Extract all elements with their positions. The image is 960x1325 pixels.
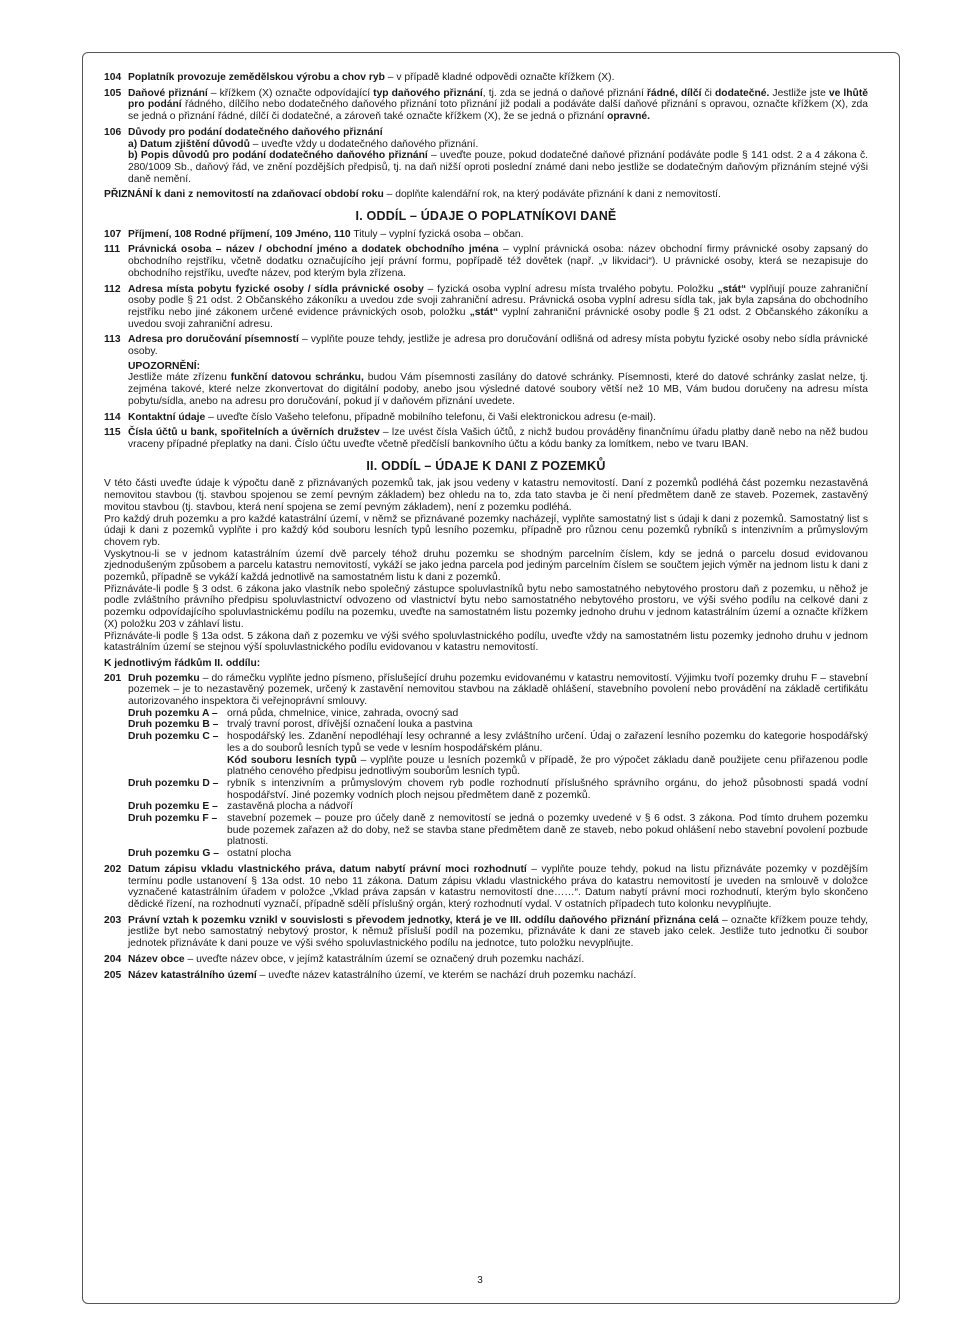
item-text-bold: ve lhůtě pro podání <box>128 87 868 111</box>
item-text: – do rámečku vyplňte jedno písmeno, příslušející druhu pozemku evidovanému v katastru nemovitostí. Výjimku tvoří pozemky druhu F – stavební pozemek – je to nezastavěný pozemek, určený k zastavění nemovitou stavbou na základě ohlášení, stavebního povolení nebo provádění na základě certifikátu autorizovaného inspektora či veřejnoprávní smlouvy. <box>128 672 868 708</box>
sub-label: a) Datum zjištění důvodů <box>128 138 250 150</box>
item-title: Adresa pro doručování písemností <box>128 334 299 346</box>
druh-pozemku-d <box>128 778 868 801</box>
item-number: 115 <box>104 427 121 439</box>
druh-label: Druh pozemku A – <box>128 707 218 719</box>
item-title: Kontaktní údaje <box>128 411 206 423</box>
item-114 <box>104 412 868 424</box>
druh-label: Druh pozemku C – <box>128 731 219 743</box>
priznani-rok <box>104 189 868 201</box>
item-title: Adresa místa pobytu fyzické osoby / sídla právnické osoby <box>128 283 424 295</box>
item-text: – v případě kladné odpovědi označte křížkem (X). <box>384 72 615 83</box>
kod-souboru <box>128 755 868 778</box>
druh-label: Druh pozemku D – <box>128 777 219 789</box>
item-text: – křížkem (X) označte odpovídající <box>207 87 374 99</box>
kod-text: – vyplňte pouze u lesních pozemků v případě, že pro výpočet základu daně použijete cenu přiřazenou podle platného cenového předpisu jednotlivým souborům lesních typů. <box>227 754 868 778</box>
druh-pozemku-c <box>128 731 868 754</box>
druh-label: Druh pozemku F – <box>128 813 218 825</box>
section-2-intro-5: Přiznáváte-li podle § 13a odst. 5 zákona daň z pozemku ve výši svého spoluvlastnického podílu, uveďte vždy na samostatném listu pozemky jednoho druhu v jednom katastrálním území se stejnou výší spoluvlastnického podílu evidovanou v katastru nemovitostí. <box>104 630 868 654</box>
item-text: – uveďte název obce, v jejímž katastrálním území se označený druh pozemku nachází. <box>184 953 585 965</box>
priznani-title: PŘIZNÁNÍ k dani z nemovitostí na zdaňovací období roku <box>104 189 384 201</box>
section-1-title: I. ODDÍL – ÚDAJE O POPLATNÍKOVI DANĚ <box>355 209 617 224</box>
druh-text: rybník s intenzivním a průmyslovým chovem ryb podle rozhodnutí příslušného správního orgánu, do jehož působnosti spadá vodní hospodářství. Jiné pozemky vodních ploch nejsou předmětem daně z pozemků. <box>227 777 868 801</box>
kod-title: Kód souboru lesních typů <box>227 754 357 766</box>
item-text-bold: „stát“ <box>717 283 747 295</box>
item-number: 106 <box>104 126 122 138</box>
item-113 <box>104 334 868 407</box>
item-title: Právní vztah k pozemku vznikl v souvislosti s převodem jednotky, která je ve III. oddílu daňového přiznání přiznána celá <box>128 914 719 926</box>
item-106-b <box>128 150 868 185</box>
priznani-text: – doplňte kalendářní rok, na který podáváte přiznání k dani z nemovitostí. <box>383 189 721 201</box>
item-title: Datum zápisu vkladu vlastnického práva, datum nabytí právní moci rozhodnutí <box>128 863 527 875</box>
item-111 <box>104 244 868 279</box>
item-text-bold: řádné, dílčí <box>646 87 702 99</box>
item-number: 112 <box>104 283 121 295</box>
item-text: – lze uvést čísla Vašich účtů, z nichž budou prováděny finančnímu úřadu platby daně nebo na něž budou vraceny případné přeplatky na dani. Číslo účtu uveďte včetně předčíslí bankovního účtu a kódu banky za lomítkem, nebo ve tvaru IBAN. <box>128 427 869 450</box>
druh-text: stavební pozemek – pouze pro účely daně z nemovitostí se jedná o pozemky uvedené v § 6 odst. 3 zákona. Pod tímto druhem pozemku bude pozemek zařazen až do doby, než se stavba stane předmětem daně ze staveb, nebo pokud ohlášení nebo stavební povolení pozbude platnosti. <box>227 813 868 848</box>
item-text: Jméno, <box>292 228 335 240</box>
item-number: 107 <box>104 228 122 240</box>
item-text: Jestliže jste <box>769 87 829 99</box>
item-number: 202 <box>104 863 122 875</box>
section-2-intro-4: Přiznáváte-li podle § 3 odst. 6 zákona jako vlastník nebo společný zástupce spoluvlastníků bytu nebo samostatného nebytového prostoru daň z pozemku, u něhož je podle zvláštního právního předpisu spoluvlastnictví odvozeno od vlastnictví bytu nebo samostatného nebytového prostoru, ve výši svého podílu na celkové dani z pozemku odpovídajícího spoluvlastnickému podílu na pozemku, uveďte na samostatném listu pozemky jednoho druhu v jednom katastrálním území a označte křížkem (X) položku 203 v záhlaví listu. <box>104 583 868 630</box>
item-number: 114 <box>104 411 121 423</box>
druh-label: Druh pozemku B – <box>128 719 219 731</box>
item-text: Tituly – vyplní fyzická osoba – občan. <box>350 228 524 240</box>
item-text: – vyplňte pouze tehdy, jestliže je adresa pro doručování odlišná od adresy místa pobytu fyzické osoby nebo sídla právnické osoby. <box>128 334 868 358</box>
item-106-a <box>128 139 868 151</box>
section-2-title: II. ODDÍL – ÚDAJE K DANI Z POZEMKŮ <box>366 458 606 473</box>
item-text-bold: dodatečné. <box>715 87 770 99</box>
item-text: – označte křížkem pouze tehdy, jestliže byt nebo samostatný nebytový prostor, k němuž přísluší podíl na pozemku, přiznáváte k dani ze staveb jako celek. Jestliže tuto jednotku či soubor jednotek přiznáváte k dani pouze ve výši svého spoluvlastnického podílu na jednotce, tuto položku nevyplňujte. <box>128 914 868 950</box>
item-text: – uveďte název katastrálního území, ve kterém se nachází druh pozemku nachází. <box>256 969 637 981</box>
item-112 <box>104 284 868 331</box>
item-202 <box>104 864 868 911</box>
page-number: 3 <box>477 1275 483 1286</box>
druh-text: trvalý travní porost, dřívější označení louka a pastvina <box>227 719 473 731</box>
item-text-bold: 110 <box>334 228 351 240</box>
item-title: Právnická osoba – název / obchodní jméno a dodatek obchodního jména <box>128 244 499 256</box>
druh-pozemku-a <box>128 708 868 720</box>
druh-text: orná půda, chmelnice, vinice, zahrada, ovocný sad <box>227 707 459 719</box>
druh-pozemku-e <box>128 801 868 813</box>
druh-text: hospodářský les. Zdanění nepodléhají lesy ochranné a lesy zvláštního určení. Údaj o zařazení lesního pozemku do kategorie hospodářský les a do souborů lesních typů se vede v lesním hospodářském plánu. <box>227 731 868 754</box>
item-title: Důvody pro podání dodatečného daňového přiznání <box>128 126 383 138</box>
warning-title: UPOZORNĚNÍ: <box>128 360 201 372</box>
item-text: či <box>701 87 716 99</box>
item-106 <box>104 127 868 186</box>
item-104 <box>104 72 868 84</box>
item-text: řádného, dílčího nebo dodatečného daňového přiznání toto přiznání již podali a podáváte další daňové přiznání s opravou, označte křížkem (X), zda se jedná o přiznání řádné, dílčí či dodatečné, a zároveň také označte křížkem (X), že se jedná o přiznání <box>128 99 868 123</box>
druh-label: Druh pozemku G – <box>128 848 219 860</box>
druh-pozemku-f <box>128 813 868 848</box>
item-text: – vyplní právnická osoba: název obchodní firmy právnické osoby zapsaný do obchodního rejstříku, včetně dodatku označujícího její právní formu, popřípadě též dovětek (např. „v likvidaci“). U právnické osoby, která se nezapisuje do obchodního rejstříku, uveďte název, pod kterým byla zřízena. <box>128 244 868 279</box>
item-title: Název katastrálního území <box>128 969 257 981</box>
item-title: Druh pozemku <box>128 672 200 684</box>
druh-text: zastavěná plocha a nádvoří <box>227 801 353 813</box>
item-text-bold: 109 <box>275 228 293 240</box>
druh-label: Druh pozemku E – <box>128 801 218 813</box>
item-title: Daňové přiznání <box>128 87 208 99</box>
item-text-bold: „stát“ <box>469 306 499 318</box>
rows-heading: K jednotlivým řádkům II. oddílu: <box>104 657 261 669</box>
item-title: Příjmení, 108 <box>128 228 192 240</box>
item-205 <box>104 970 868 982</box>
section-2-intro-3: Vyskytnou-li se v jednom katastrálním území dvě parcely téhož druhu pozemku se shodným parcelním číslem, kdy se jedná o parcelu dosud evidovanou zjednodušeným způsobem a parcelu katastru nemovitostí, vykáží se jako jedna parcela pod jediným parcelním číslem se součtem jejich výměr na jednom listu k dani z pozemků, případně se vykáží každá jednotlivě na samostatném listu k dani z pozemků. <box>104 548 868 584</box>
item-text: – fyzická osoba vyplní adresu místa trvalého pobytu. Položku <box>423 283 718 295</box>
item-title: Čísla účtů u bank, spořitelních a úvěrních družstev <box>128 427 380 439</box>
instructions-content <box>104 72 868 985</box>
item-number: 205 <box>104 969 122 981</box>
item-number: 104 <box>104 72 122 83</box>
item-text: vyplňují pouze zahraniční osoby podle § 21 odst. 2 Občanského zákoníku a uvedou zde svoji zahraniční adresu. Právnická osoba vyplní adresu sídla tak, jak byla zapsána do obchodního rejstříku nebo jiné zákonem určené evidence právnických osob, položku <box>128 283 868 318</box>
item-text: , tj. zda se jedná o daňové přiznání <box>482 87 647 99</box>
item-107 <box>104 229 868 241</box>
item-number: 113 <box>104 334 121 346</box>
sub-label: b) Popis důvodů pro podání dodatečného daňového přiznání <box>128 150 428 162</box>
item-number: 204 <box>104 953 122 965</box>
sub-text: – uveďte pouze, pokud dodatečné daňové přiznání podáváte podle § 141 odst. 2 a 4 zákona č. 280/1009 Sb., daňový řád, ve znění pozdějších předpisů, tj. na daň nižší oproti poslední známé dani nebo jestliže se dodatečným daňovým přiznáním stejné výši daně nemění. <box>128 150 868 185</box>
section-2-intro-1: V této části uveďte údaje k výpočtu daně z přiznávaných pozemků tak, jak jsou vedeny v katastru nemovitostí. Daní z pozemků podléhá část pozemku nezastavěná nemovitou stavbou (tj. stavbou spojenou se zemí pevným základem) bez ohledu na to, zda tato stavba je či není předmětem daně ze staveb. Pozemek, zastavěný movitou stavbou (tj. stavbou, která není spojena se zemí pevným základem), není z pozemku podléhá. <box>104 478 868 513</box>
item-title: Název obce <box>128 953 185 965</box>
item-number: 201 <box>104 672 122 684</box>
item-text-bold: funkční datovou schránku, <box>230 372 364 384</box>
item-201 <box>104 673 868 860</box>
item-text-bold: typ daňového přiznání <box>373 87 483 99</box>
druh-pozemku-b <box>128 719 868 731</box>
item-number: 203 <box>104 914 122 926</box>
item-number: 111 <box>104 244 121 256</box>
item-text: – uveďte číslo Vašeho telefonu, případně mobilního telefonu, či Vaši elektronickou adresu (e-mail). <box>205 411 656 423</box>
warning-text: Jestliže máte zřízenu funkční datovou schránku, budou Vám písemnosti zasílány do datové schránky. Písemnosti, které do datové schránky zaslat nelze, tj. zejména takové, které nelze zkonvertovat do digitální podoby, anebo jsou výsledné datové soubory větší než 10 MB, Vám budou doručeny na adresu místa pobytu/sídla, anebo na adresu pro doručování, pokud jí v daňovém přiznání uvedete. <box>128 372 868 407</box>
item-115 <box>104 427 868 450</box>
item-text: vyplní zahraniční právnické osoby podle § 21 odst. 2 Občanského zákoníku a uvedou svoji zahraniční adresu. <box>128 306 869 330</box>
druh-text: ostatní plocha <box>227 848 292 860</box>
item-number: 105 <box>104 87 122 99</box>
item-203 <box>104 915 868 950</box>
druh-pozemku-g <box>128 848 868 860</box>
item-text-bold: opravné. <box>607 111 650 123</box>
item-title: Poplatník provozuje zemědělskou výrobu a chov ryb <box>128 72 385 83</box>
sub-text: – uveďte vždy u dodatečného daňového přiznání. <box>249 138 479 150</box>
item-text: – vyplňte pouze tehdy, pokud na listu přiznáváte pozemky v pozdějším termínu podle ustanovení § 13a odst. 10 nebo 11 zákona. Datum zápisu vkladu vlastnického práva do katastru nemovitostí je uveden na smlouvě v doložce vyznačené katastrálním úřadem v položce „Vklad práva zapsán v katastru nemovitostí dne……“. Datum nabytí právní moci rozhodnutí, kterým bylo skončeno dědické řízení, na rozhodnutí vyznačí, případně sdělí příslušný orgán, který rozhodnutí vydal. V ostatních případech tuto kolonku nevyplňujte. <box>128 863 868 910</box>
section-2-intro-2: Pro každý druh pozemku a pro každé katastrální území, v němž se přiznávané pozemky nacházejí, vyplňte samostatný list s údaji k dani z pozemků. Samostatný list s údaji k dani z pozemků vyplňte i pro každý kód souboru lesních typů lesního pozemku, případně pro různou cenu pozemků rybníků s intenzivním a průmyslovým chovem ryb. <box>104 513 868 548</box>
item-204 <box>104 954 868 966</box>
item-text: Rodné příjmení, <box>191 228 276 240</box>
item-105 <box>104 88 868 123</box>
